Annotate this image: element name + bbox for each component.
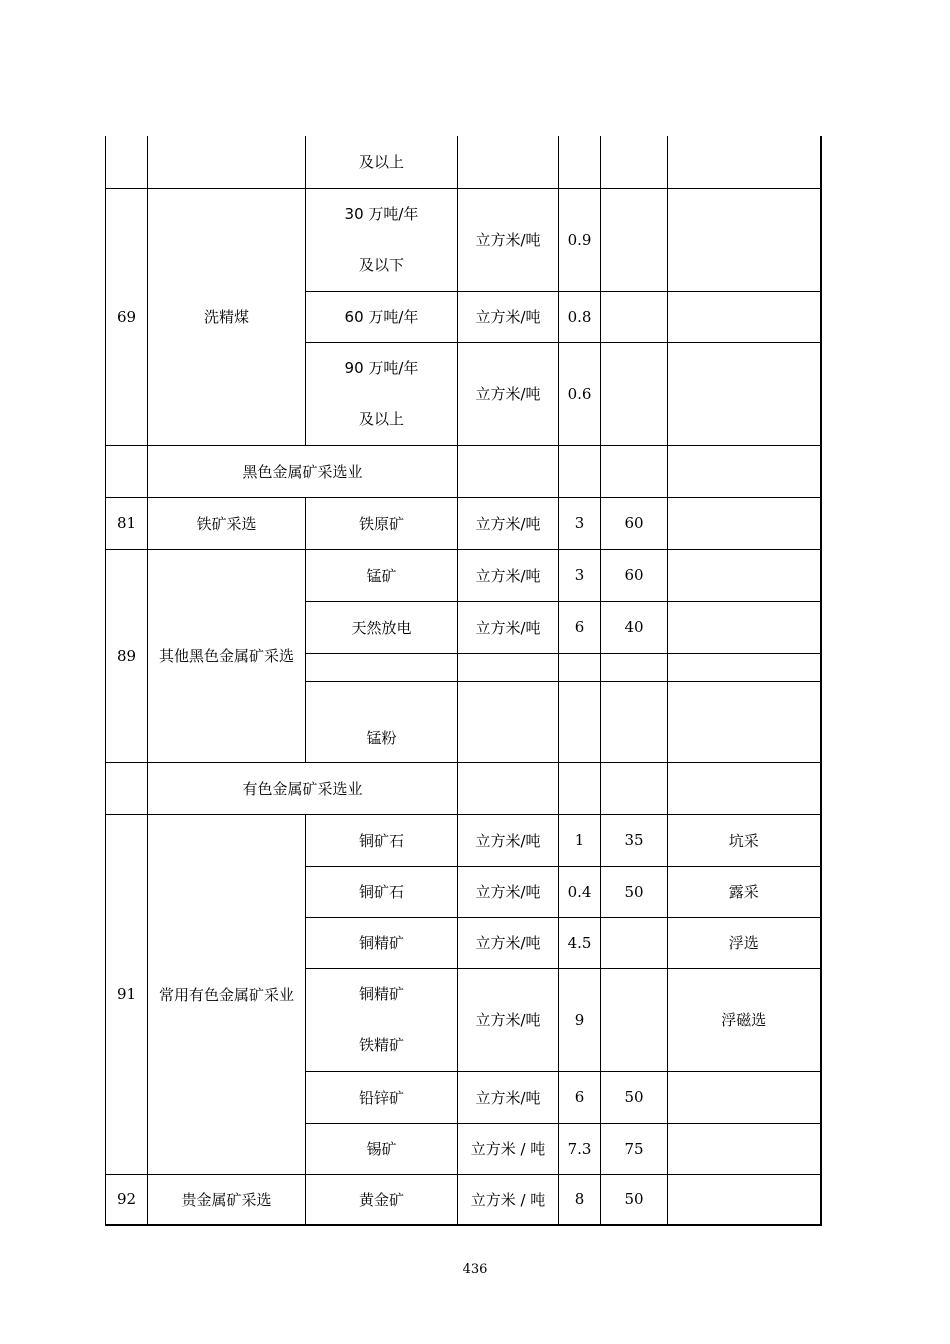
product-line: 90 万吨/年 (344, 358, 419, 377)
value-cell: 75 (601, 1123, 668, 1174)
code-cell (106, 136, 148, 188)
note-cell (668, 188, 821, 291)
note-cell (668, 342, 821, 445)
value-cell (601, 445, 668, 497)
product-line: 及以下 (358, 255, 404, 274)
unit-cell: 立方米/吨 (458, 968, 559, 1071)
unit-cell (458, 681, 559, 762)
unit-cell: 立方米/吨 (458, 1071, 559, 1123)
code-cell: 81 (106, 497, 148, 549)
code-cell (106, 762, 148, 814)
value-cell: 0.8 (559, 291, 601, 342)
value-cell (559, 653, 601, 681)
code-cell: 91 (106, 814, 148, 1174)
unit-cell (458, 762, 559, 814)
unit-cell: 立方米 / 吨 (458, 1123, 559, 1174)
unit-cell (458, 653, 559, 681)
unit-cell (458, 445, 559, 497)
product-cell (306, 653, 458, 681)
product-cell: 黄金矿 (306, 1174, 458, 1225)
value-cell (559, 762, 601, 814)
note-cell (668, 601, 821, 653)
note-cell (668, 681, 821, 762)
value-cell (601, 291, 668, 342)
value-cell: 0.9 (559, 188, 601, 291)
product-line: 30 万吨/年 (344, 204, 419, 223)
value-cell (601, 188, 668, 291)
value-cell (559, 136, 601, 188)
section-row (106, 762, 821, 814)
product-cell: 锡矿 (306, 1123, 458, 1174)
name-cell: 铁矿采选 (148, 497, 306, 549)
table-row (106, 1174, 821, 1225)
name-cell: 贵金属矿采选 (148, 1174, 306, 1225)
value-cell: 6 (559, 1071, 601, 1123)
unit-cell: 立方米/吨 (458, 342, 559, 445)
product-cell: 天然放电 (306, 601, 458, 653)
code-cell: 92 (106, 1174, 148, 1225)
note-cell: 浮磁选 (668, 968, 821, 1071)
name-cell: 常用有色金属矿采业 (148, 814, 306, 1174)
note-cell (668, 445, 821, 497)
value-cell: 3 (559, 549, 601, 601)
section-title: 黑色金属矿采选业 (148, 445, 458, 497)
note-cell (668, 549, 821, 601)
table-row (106, 549, 821, 601)
name-cell: 其他黑色金属矿采选 (148, 549, 306, 762)
value-cell (559, 681, 601, 762)
note-cell: 露采 (668, 866, 821, 917)
product-cell: 铅锌矿 (306, 1071, 458, 1123)
unit-cell: 立方米/吨 (458, 497, 559, 549)
table-row (106, 814, 821, 866)
product-cell: 60 万吨/年 (306, 291, 458, 342)
value-cell: 50 (601, 866, 668, 917)
value-cell: 0.4 (559, 866, 601, 917)
product-cell: 铜矿石 (306, 866, 458, 917)
unit-cell: 立方米/吨 (458, 549, 559, 601)
product-cell (306, 968, 458, 1071)
value-cell: 9 (559, 968, 601, 1071)
product-cell: 及以上 (306, 136, 458, 188)
note-cell: 浮选 (668, 917, 821, 968)
note-cell (668, 136, 821, 188)
value-cell (601, 653, 668, 681)
value-cell: 50 (601, 1174, 668, 1225)
code-cell: 89 (106, 549, 148, 762)
name-cell: 洗精煤 (148, 188, 306, 445)
note-cell (668, 653, 821, 681)
note-cell (668, 497, 821, 549)
product-line: 铁精矿 (358, 1035, 404, 1054)
value-cell: 7.3 (559, 1123, 601, 1174)
table-row (106, 136, 821, 188)
code-cell: 69 (106, 188, 148, 445)
value-cell: 0.6 (559, 342, 601, 445)
value-cell (601, 681, 668, 762)
product-cell: 锰矿 (306, 549, 458, 601)
value-cell (601, 968, 668, 1071)
section-title: 有色金属矿采选业 (148, 762, 458, 814)
page-number: 436 (462, 1262, 488, 1277)
product-cell: 铜精矿 (306, 917, 458, 968)
table-row (106, 497, 821, 549)
unit-cell: 立方米 / 吨 (458, 1174, 559, 1225)
value-cell (601, 917, 668, 968)
note-cell (668, 1123, 821, 1174)
product-cell: 铜矿石 (306, 814, 458, 866)
note-cell (668, 1071, 821, 1123)
code-cell (106, 445, 148, 497)
product-cell (306, 342, 458, 445)
product-cell: 锰粉 (306, 681, 458, 762)
note-cell: 坑采 (668, 814, 821, 866)
value-cell (601, 762, 668, 814)
unit-cell: 立方米/吨 (458, 917, 559, 968)
note-cell (668, 291, 821, 342)
table-row (106, 188, 821, 291)
value-cell: 3 (559, 497, 601, 549)
product-line: 及以上 (358, 409, 404, 428)
note-cell (668, 1174, 821, 1225)
value-cell: 4.5 (559, 917, 601, 968)
unit-cell: 立方米/吨 (458, 188, 559, 291)
value-cell (601, 342, 668, 445)
value-cell (601, 136, 668, 188)
value-cell: 8 (559, 1174, 601, 1225)
unit-cell (458, 136, 559, 188)
section-row (106, 445, 821, 497)
product-line: 铜精矿 (358, 984, 404, 1003)
unit-cell: 立方米/吨 (458, 866, 559, 917)
value-cell: 50 (601, 1071, 668, 1123)
unit-cell: 立方米/吨 (458, 601, 559, 653)
value-cell: 1 (559, 814, 601, 866)
unit-cell: 立方米/吨 (458, 291, 559, 342)
product-cell: 铁原矿 (306, 497, 458, 549)
value-cell: 35 (601, 814, 668, 866)
value-cell: 40 (601, 601, 668, 653)
value-cell: 60 (601, 549, 668, 601)
name-cell (148, 136, 306, 188)
value-cell: 6 (559, 601, 601, 653)
value-cell: 60 (601, 497, 668, 549)
value-cell (559, 445, 601, 497)
product-cell (306, 188, 458, 291)
note-cell (668, 762, 821, 814)
water-quota-table (105, 136, 822, 1226)
unit-cell: 立方米/吨 (458, 814, 559, 866)
